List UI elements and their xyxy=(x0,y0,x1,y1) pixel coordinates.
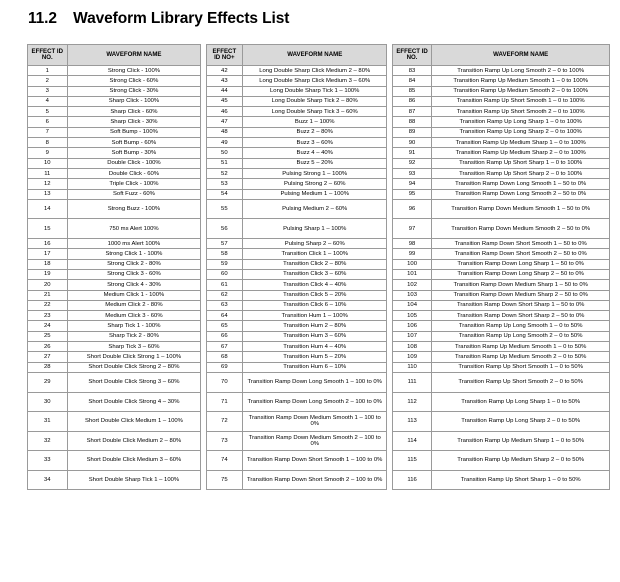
table-row xyxy=(28,76,610,86)
effect-id-cell: 31 xyxy=(28,412,68,432)
table-row xyxy=(28,311,610,321)
effect-id-cell: 98 xyxy=(392,239,432,249)
waveform-name-cell: Transition Hum 4 – 40% xyxy=(243,342,387,352)
waveform-name-cell: Short Double Sharp Tick 1 – 100% xyxy=(67,470,201,490)
waveform-name-cell: Strong Click 3 - 60% xyxy=(67,269,201,279)
table-row xyxy=(28,290,610,300)
effect-id-cell: 104 xyxy=(392,300,432,310)
table-row xyxy=(28,431,610,451)
header-effect-id-2: EFFECT ID NO+ xyxy=(206,45,242,66)
effect-id-cell: 89 xyxy=(392,127,432,137)
effect-id-cell: 111 xyxy=(392,372,432,392)
waveform-name-cell: Pulsing Sharp 1 – 100% xyxy=(243,219,387,239)
waveform-name-cell: Transition Ramp Down Short Smooth 2 – 50 to 0% xyxy=(432,249,610,259)
effect-id-cell: 95 xyxy=(392,189,432,199)
table-row xyxy=(28,107,610,117)
effect-id-cell: 55 xyxy=(206,199,242,219)
effect-id-cell: 30 xyxy=(28,392,68,412)
waveform-name-cell: Soft Bump - 30% xyxy=(67,148,201,158)
waveform-name-cell: Transition Ramp Up Long Sharp 2 – 0 to 50% xyxy=(432,412,610,432)
waveform-name-cell: Transition Click 4 – 40% xyxy=(243,280,387,290)
effect-id-cell: 71 xyxy=(206,392,242,412)
table-row xyxy=(28,342,610,352)
effect-id-cell: 29 xyxy=(28,372,68,392)
effect-id-cell: 44 xyxy=(206,86,242,96)
waveform-name-cell: Transition Ramp Up Short Smooth 2 – 0 to 100% xyxy=(432,107,610,117)
waveform-name-cell: Transition Ramp Down Short Smooth 1 – 100 to 0% xyxy=(243,451,387,471)
waveform-name-cell: 1000 ms Alert 100% xyxy=(67,239,201,249)
table-row xyxy=(28,362,610,372)
waveform-name-cell: Transition Click 2 – 80% xyxy=(243,259,387,269)
waveform-name-cell: Strong Click - 60% xyxy=(67,76,201,86)
table-row xyxy=(28,189,610,199)
effect-id-cell: 60 xyxy=(206,269,242,279)
effect-id-cell: 9 xyxy=(28,148,68,158)
waveform-name-cell: Long Double Sharp Tick 2 – 80% xyxy=(243,96,387,106)
waveform-name-cell: Short Double Click Strong 1 – 100% xyxy=(67,352,201,362)
effect-id-cell: 96 xyxy=(392,199,432,219)
effect-id-cell: 103 xyxy=(392,290,432,300)
table-row xyxy=(28,148,610,158)
table-row xyxy=(28,239,610,249)
effect-id-cell: 87 xyxy=(392,107,432,117)
waveform-name-cell: Transition Ramp Down Short Smooth 2 – 100 to 0% xyxy=(243,470,387,490)
effect-id-cell: 106 xyxy=(392,321,432,331)
table-row xyxy=(28,249,610,259)
waveform-name-cell: Pulsing Strong 1 – 100% xyxy=(243,168,387,178)
waveform-name-cell: Double Click - 60% xyxy=(67,168,201,178)
effect-id-cell: 101 xyxy=(392,269,432,279)
waveform-name-cell: Buzz 3 – 60% xyxy=(243,138,387,148)
effect-id-cell: 12 xyxy=(28,179,68,189)
waveform-name-cell: Strong Click - 30% xyxy=(67,86,201,96)
waveform-name-cell: Sharp Click - 100% xyxy=(67,96,201,106)
waveform-name-cell: Transition Hum 2 – 80% xyxy=(243,321,387,331)
waveform-effects-table xyxy=(27,44,610,490)
waveform-name-cell: Triple Click - 100% xyxy=(67,179,201,189)
waveform-name-cell: Transition Ramp Up Medium Sharp 1 – 0 to 50% xyxy=(432,431,610,451)
waveform-name-cell: Transition Ramp Down Medium Sharp 2 – 50 to 0% xyxy=(432,290,610,300)
waveform-name-cell: Transition Ramp Down Short Sharp 1 – 50 to 0% xyxy=(432,300,610,310)
waveform-name-cell: Sharp Tick 3 – 60% xyxy=(67,342,201,352)
waveform-name-cell: Long Double Sharp Tick 3 – 60% xyxy=(243,107,387,117)
waveform-name-cell: Transition Ramp Down Long Sharp 1 – 50 to 0% xyxy=(432,259,610,269)
effect-id-cell: 28 xyxy=(28,362,68,372)
waveform-name-cell: Transition Ramp Down Long Smooth 2 – 50 to 0% xyxy=(432,189,610,199)
effect-id-cell: 62 xyxy=(206,290,242,300)
effect-id-cell: 114 xyxy=(392,431,432,451)
waveform-name-cell: Transition Ramp Up Medium Smooth 2 – 0 to 100% xyxy=(432,86,610,96)
effect-id-cell: 26 xyxy=(28,342,68,352)
waveform-name-cell: Soft Bump - 100% xyxy=(67,127,201,137)
waveform-name-cell: Transition Ramp Down Short Sharp 2 – 50 to 0% xyxy=(432,311,610,321)
waveform-name-cell: Long Double Sharp Click Medium 2 – 80% xyxy=(243,66,387,76)
waveform-name-cell: Buzz 4 – 40% xyxy=(243,148,387,158)
effect-id-cell: 66 xyxy=(206,331,242,341)
table-row xyxy=(28,127,610,137)
waveform-name-cell: Transition Click 6 – 10% xyxy=(243,300,387,310)
waveform-name-cell: Transition Ramp Down Short Smooth 1 – 50 to 0% xyxy=(432,239,610,249)
effect-id-cell: 23 xyxy=(28,311,68,321)
effect-id-cell: 4 xyxy=(28,96,68,106)
waveform-name-cell: Transition Ramp Down Medium Smooth 1 – 100 to 0% xyxy=(243,412,387,432)
waveform-name-cell: Sharp Click - 60% xyxy=(67,107,201,117)
effect-id-cell: 97 xyxy=(392,219,432,239)
effect-id-cell: 6 xyxy=(28,117,68,127)
effect-id-cell: 19 xyxy=(28,269,68,279)
effect-id-cell: 33 xyxy=(28,451,68,471)
effect-id-cell: 56 xyxy=(206,219,242,239)
waveform-name-cell: Transition Click 3 – 60% xyxy=(243,269,387,279)
table-row xyxy=(28,269,610,279)
waveform-name-cell: Pulsing Medium 2 – 60% xyxy=(243,199,387,219)
waveform-name-cell: Short Double Click Medium 3 – 60% xyxy=(67,451,201,471)
effect-id-cell: 90 xyxy=(392,138,432,148)
waveform-name-cell: Strong Click 1 - 100% xyxy=(67,249,201,259)
effect-id-cell: 73 xyxy=(206,431,242,451)
waveform-name-cell: Sharp Tick 1 - 100% xyxy=(67,321,201,331)
waveform-name-cell: Buzz 2 – 80% xyxy=(243,127,387,137)
waveform-name-cell: Short Double Click Medium 1 – 100% xyxy=(67,412,201,432)
table-row xyxy=(28,392,610,412)
table-row xyxy=(28,96,610,106)
effect-id-cell: 25 xyxy=(28,331,68,341)
effect-id-cell: 5 xyxy=(28,107,68,117)
waveform-name-cell: Transition Hum 3 – 60% xyxy=(243,331,387,341)
effect-id-cell: 50 xyxy=(206,148,242,158)
waveform-name-cell: Transition Ramp Down Long Smooth 1 – 100 to 0% xyxy=(243,372,387,392)
effect-id-cell: 69 xyxy=(206,362,242,372)
effect-id-cell: 32 xyxy=(28,431,68,451)
effect-id-cell: 109 xyxy=(392,352,432,362)
waveform-name-cell: Transition Ramp Down Long Smooth 2 – 100 to 0% xyxy=(243,392,387,412)
effect-id-cell: 21 xyxy=(28,290,68,300)
table-row xyxy=(28,168,610,178)
effect-id-cell: 113 xyxy=(392,412,432,432)
effect-id-cell: 58 xyxy=(206,249,242,259)
waveform-name-cell: Transition Hum 6 – 10% xyxy=(243,362,387,372)
waveform-name-cell: Short Double Click Strong 4 – 30% xyxy=(67,392,201,412)
effect-id-cell: 3 xyxy=(28,86,68,96)
effect-id-cell: 102 xyxy=(392,280,432,290)
effect-id-cell: 22 xyxy=(28,300,68,310)
waveform-name-cell: Transition Ramp Up Long Sharp 1 – 0 to 50% xyxy=(432,392,610,412)
waveform-name-cell: Buzz 1 – 100% xyxy=(243,117,387,127)
waveform-name-cell: Transition Ramp Up Long Sharp 1 – 0 to 100% xyxy=(432,117,610,127)
header-effect-id-3: EFFECT ID NO. xyxy=(392,45,432,66)
effect-id-cell: 16 xyxy=(28,239,68,249)
waveform-name-cell: Medium Click 3 - 60% xyxy=(67,311,201,321)
waveform-name-cell: Transition Click 1 – 100% xyxy=(243,249,387,259)
table-body xyxy=(28,66,610,490)
waveform-name-cell: Transition Ramp Up Medium Smooth 1 – 0 to 50% xyxy=(432,342,610,352)
effect-id-cell: 93 xyxy=(392,168,432,178)
effect-id-cell: 11 xyxy=(28,168,68,178)
table-row xyxy=(28,219,610,239)
effect-id-cell: 86 xyxy=(392,96,432,106)
waveform-name-cell: Pulsing Sharp 2 – 60% xyxy=(243,239,387,249)
effect-id-cell: 68 xyxy=(206,352,242,362)
header-waveform-name-2: WAVEFORM NAME xyxy=(243,45,387,66)
section-title: Waveform Library Effects List xyxy=(73,10,290,27)
effect-id-cell: 2 xyxy=(28,76,68,86)
effect-id-cell: 59 xyxy=(206,259,242,269)
effect-id-cell: 107 xyxy=(392,331,432,341)
waveform-name-cell: Transition Ramp Up Medium Smooth 1 – 0 to 100% xyxy=(432,76,610,86)
waveform-name-cell: Transition Ramp Up Long Smooth 2 – 0 to 50% xyxy=(432,331,610,341)
table-row xyxy=(28,451,610,471)
table-row xyxy=(28,470,610,490)
effect-id-cell: 92 xyxy=(392,158,432,168)
effect-id-cell: 74 xyxy=(206,451,242,471)
table-row xyxy=(28,117,610,127)
waveform-name-cell: Short Double Click Strong 3 – 60% xyxy=(67,372,201,392)
waveform-name-cell: Soft Bump - 60% xyxy=(67,138,201,148)
table-row xyxy=(28,86,610,96)
waveform-name-cell: 750 ms Alert 100% xyxy=(67,219,201,239)
waveform-name-cell: Sharp Click - 30% xyxy=(67,117,201,127)
waveform-name-cell: Transition Ramp Up Long Sharp 2 – 0 to 100% xyxy=(432,127,610,137)
waveform-name-cell: Buzz 5 – 20% xyxy=(243,158,387,168)
waveform-name-cell: Transition Ramp Up Short Sharp 1 – 0 to 50% xyxy=(432,470,610,490)
header-waveform-name-1: WAVEFORM NAME xyxy=(67,45,201,66)
waveform-name-cell: Transition Hum 1 – 100% xyxy=(243,311,387,321)
effect-id-cell: 70 xyxy=(206,372,242,392)
waveform-name-cell: Transition Click 5 – 20% xyxy=(243,290,387,300)
effect-id-cell: 10 xyxy=(28,158,68,168)
effect-id-cell: 34 xyxy=(28,470,68,490)
waveform-name-cell: Transition Ramp Up Short Smooth 1 – 0 to 100% xyxy=(432,96,610,106)
section-heading xyxy=(28,10,289,28)
waveform-name-cell: Sharp Tick 2 - 80% xyxy=(67,331,201,341)
effect-id-cell: 57 xyxy=(206,239,242,249)
effect-id-cell: 61 xyxy=(206,280,242,290)
table-row xyxy=(28,300,610,310)
effect-id-cell: 99 xyxy=(392,249,432,259)
effect-id-cell: 75 xyxy=(206,470,242,490)
effect-id-cell: 14 xyxy=(28,199,68,219)
effect-id-cell: 13 xyxy=(28,189,68,199)
waveform-name-cell: Transition Ramp Down Medium Smooth 1 – 50 to 0% xyxy=(432,199,610,219)
effect-id-cell: 91 xyxy=(392,148,432,158)
table-row xyxy=(28,179,610,189)
waveform-name-cell: Transition Ramp Up Long Smooth 2 – 0 to 100% xyxy=(432,66,610,76)
effect-id-cell: 84 xyxy=(392,76,432,86)
effect-id-cell: 24 xyxy=(28,321,68,331)
effect-id-cell: 27 xyxy=(28,352,68,362)
waveform-name-cell: Transition Ramp Down Long Smooth 1 – 50 to 0% xyxy=(432,179,610,189)
table-row xyxy=(28,412,610,432)
table-row xyxy=(28,280,610,290)
effect-id-cell: 43 xyxy=(206,76,242,86)
table-row xyxy=(28,66,610,76)
waveform-name-cell: Transition Ramp Down Medium Sharp 1 – 50 to 0% xyxy=(432,280,610,290)
waveform-name-cell: Transition Ramp Down Medium Smooth 2 – 50 to 0% xyxy=(432,219,610,239)
waveform-name-cell: Transition Ramp Down Medium Smooth 2 – 100 to 0% xyxy=(243,431,387,451)
waveform-name-cell: Strong Click - 100% xyxy=(67,66,201,76)
effect-id-cell: 54 xyxy=(206,189,242,199)
waveform-name-cell: Pulsing Strong 2 – 60% xyxy=(243,179,387,189)
effect-id-cell: 116 xyxy=(392,470,432,490)
waveform-name-cell: Transition Ramp Down Long Sharp 2 – 50 to 0% xyxy=(432,269,610,279)
effect-id-cell: 112 xyxy=(392,392,432,412)
table-row xyxy=(28,321,610,331)
section-number: 11.2 xyxy=(28,10,57,27)
waveform-name-cell: Double Click - 100% xyxy=(67,158,201,168)
waveform-name-cell: Transition Ramp Up Medium Sharp 2 – 0 to 100% xyxy=(432,148,610,158)
waveform-name-cell: Medium Click 2 - 80% xyxy=(67,300,201,310)
effect-id-cell: 94 xyxy=(392,179,432,189)
effect-id-cell: 88 xyxy=(392,117,432,127)
waveform-name-cell: Long Double Sharp Click Medium 3 – 60% xyxy=(243,76,387,86)
effect-id-cell: 85 xyxy=(392,86,432,96)
waveform-name-cell: Transition Hum 5 – 20% xyxy=(243,352,387,362)
effect-id-cell: 110 xyxy=(392,362,432,372)
effect-id-cell: 51 xyxy=(206,158,242,168)
waveform-name-cell: Medium Click 1 - 100% xyxy=(67,290,201,300)
waveform-name-cell: Transition Ramp Up Short Sharp 2 – 0 to 100% xyxy=(432,168,610,178)
waveform-name-cell: Strong Click 2 - 80% xyxy=(67,259,201,269)
header-waveform-name-3: WAVEFORM NAME xyxy=(432,45,610,66)
effect-id-cell: 45 xyxy=(206,96,242,106)
effect-id-cell: 20 xyxy=(28,280,68,290)
effect-id-cell: 47 xyxy=(206,117,242,127)
waveform-name-cell: Strong Click 4 - 30% xyxy=(67,280,201,290)
effect-id-cell: 49 xyxy=(206,138,242,148)
waveform-name-cell: Transition Ramp Up Medium Smooth 2 – 0 to 50% xyxy=(432,352,610,362)
table-row xyxy=(28,331,610,341)
waveform-name-cell: Short Double Click Medium 2 – 80% xyxy=(67,431,201,451)
effect-id-cell: 63 xyxy=(206,300,242,310)
effect-id-cell: 17 xyxy=(28,249,68,259)
table-row xyxy=(28,372,610,392)
waveform-name-cell: Strong Buzz - 100% xyxy=(67,199,201,219)
effect-id-cell: 64 xyxy=(206,311,242,321)
effect-id-cell: 52 xyxy=(206,168,242,178)
effect-id-cell: 115 xyxy=(392,451,432,471)
waveform-name-cell: Long Double Sharp Tick 1 – 100% xyxy=(243,86,387,96)
effect-id-cell: 18 xyxy=(28,259,68,269)
table-row xyxy=(28,199,610,219)
effect-id-cell: 1 xyxy=(28,66,68,76)
effect-id-cell: 108 xyxy=(392,342,432,352)
effect-id-cell: 48 xyxy=(206,127,242,137)
table-row xyxy=(28,158,610,168)
waveform-name-cell: Transition Ramp Up Medium Sharp 1 – 0 to 100% xyxy=(432,138,610,148)
waveform-name-cell: Transition Ramp Up Medium Sharp 2 – 0 to 50% xyxy=(432,451,610,471)
effect-id-cell: 65 xyxy=(206,321,242,331)
waveform-name-cell: Transition Ramp Up Short Sharp 1 – 0 to 100% xyxy=(432,158,610,168)
effect-id-cell: 105 xyxy=(392,311,432,321)
waveform-name-cell: Transition Ramp Up Short Smooth 2 – 0 to 50% xyxy=(432,372,610,392)
effect-id-cell: 53 xyxy=(206,179,242,189)
waveform-name-cell: Soft Fuzz - 60% xyxy=(67,189,201,199)
effect-id-cell: 67 xyxy=(206,342,242,352)
waveform-name-cell: Transition Ramp Up Short Smooth 1 – 0 to 50% xyxy=(432,362,610,372)
header-effect-id-1: EFFECT ID NO. xyxy=(28,45,68,66)
waveform-name-cell: Short Double Click Strong 2 – 80% xyxy=(67,362,201,372)
table-row xyxy=(28,259,610,269)
effect-id-cell: 100 xyxy=(392,259,432,269)
effect-id-cell: 8 xyxy=(28,138,68,148)
waveform-name-cell: Transition Ramp Up Long Smooth 1 – 0 to 50% xyxy=(432,321,610,331)
effect-id-cell: 83 xyxy=(392,66,432,76)
effect-id-cell: 15 xyxy=(28,219,68,239)
effect-id-cell: 7 xyxy=(28,127,68,137)
table-row xyxy=(28,352,610,362)
effect-id-cell: 72 xyxy=(206,412,242,432)
table-row xyxy=(28,138,610,148)
waveform-name-cell: Pulsing Medium 1 – 100% xyxy=(243,189,387,199)
table-header-row xyxy=(28,45,610,66)
effect-id-cell: 42 xyxy=(206,66,242,76)
effect-id-cell: 46 xyxy=(206,107,242,117)
